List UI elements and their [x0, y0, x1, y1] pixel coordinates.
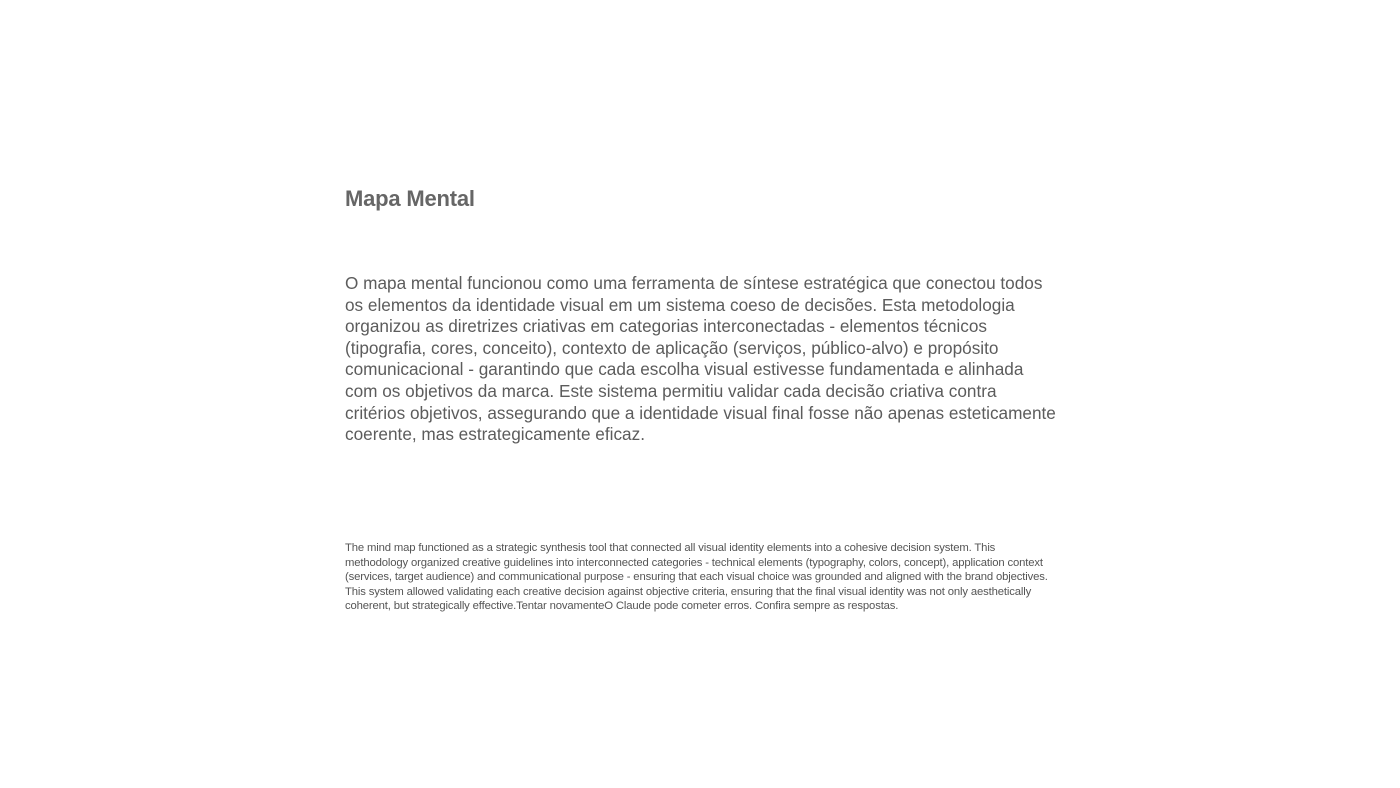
paragraph-english: The mind map functioned as a strategic synthesis tool that connected all visual identity elements into a cohesive decision system. This methodology organized creative guidelines into interconnected categories - technical elements (typography, colors, concept), application context (services, target audience) and communicational purpose - ensuring that each visual choice was grounded and aligned with the brand objectives. This system allowed validating each creative decision against objective criteria, ensuring that the final visual identity was not only aesthetically coherent, but strategically effective.Tentar novamenteO Claude pode cometer erros. Confira sempre as respostas. [345, 542, 1048, 612]
paragraph-portuguese: O mapa mental funcionou como uma ferramenta de síntese estratégica que conectou todos os elementos da identidade visual em um sistema coeso de decisões. Esta metodologia organizou as diretrizes criativas em categorias interconectadas - elementos técnicos (tipografia, cores, conceito), contexto de aplicação (serviços, público-alvo) e propósito comunicacional - garantindo que cada escolha visual estivesse fundamentada e alinhada com os objetivos da marca. Este sistema permitiu validar cada decisão criativa contra critérios objetivos, assegurando que a identidade visual final fosse não apenas esteticamente coerente, mas estrategicamente eficaz. [345, 273, 1056, 445]
page-title: Mapa Mental [345, 186, 475, 211]
